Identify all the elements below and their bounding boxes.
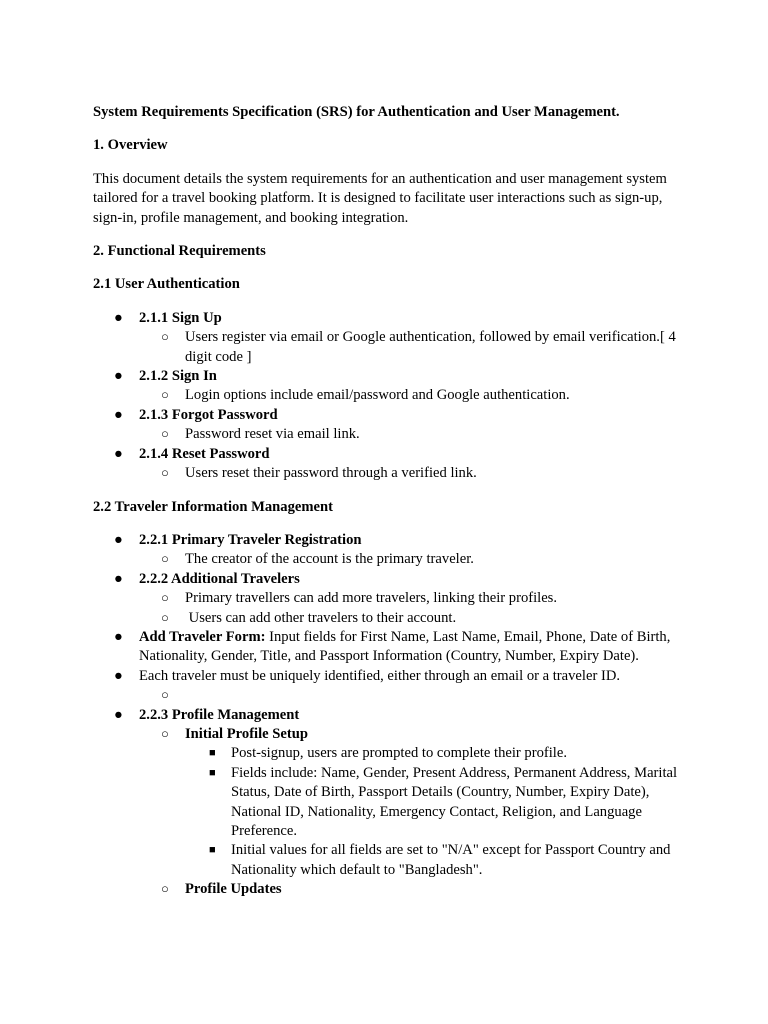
sublist (93, 425, 683, 444)
sublist (93, 725, 683, 900)
sublist (139, 744, 683, 880)
list-item (185, 744, 683, 763)
bullet-icon: ● (114, 406, 123, 423)
overview-paragraph: This document details the system requirements for an authentication and user management system tailored for a travel booking platform. It is designed to facilitate user interactions such as sign-up, sign-in, profile management, and booking integration. (93, 170, 667, 226)
reset-password-label: 2.1.4 Reset Password (139, 445, 270, 462)
forgot-password-detail: Password reset via email link. (185, 426, 360, 443)
user-authentication-heading: 2.1 User Authentication (93, 276, 240, 293)
sublist (93, 464, 683, 483)
bullet-icon: ● (114, 706, 123, 723)
sublist (93, 686, 683, 705)
sublist (93, 386, 683, 405)
list-item (139, 464, 683, 483)
bullet-icon: ● (114, 570, 123, 587)
sign-up-label: 2.1.1 Sign Up (139, 309, 222, 326)
add-traveler-form-text: Input fields for First Name, Last Name, Email, Phone, Date of Birth, Nationality, Gender, Title, and Passport Information (Country, Number, Expiry Date). (139, 628, 671, 665)
list-item (93, 667, 683, 706)
circle-bullet-icon: ○ (161, 387, 169, 403)
initial-setup-item: Fields include: Name, Gender, Present Address, Permanent Address, Marital Status, Date of Birth, Passport Details (Country, Number, Expiry Date), National ID, Nationality, Emergency Contact, Religion, and Language Preference. (231, 764, 678, 839)
traveler-list (93, 531, 683, 900)
sublist (93, 328, 683, 367)
circle-bullet-icon: ○ (161, 725, 169, 741)
initial-profile-setup-label: Initial Profile Setup (185, 725, 308, 742)
profile-updates-label: Profile Updates (185, 881, 282, 898)
square-bullet-icon: ■ (209, 844, 216, 857)
list-item (139, 725, 683, 880)
additional-travelers-detail: Primary travellers can add more travelers, linking their profiles. (185, 590, 558, 607)
bullet-icon: ● (114, 368, 123, 385)
additional-travelers-detail: Users can add other travelers to their account. (185, 609, 457, 626)
circle-bullet-icon: ○ (161, 465, 169, 481)
sign-up-detail: Users register via email or Google authentication, followed by email verification.[ 4 digit code ] (185, 329, 676, 365)
forgot-password-label: 2.1.3 Forgot Password (139, 406, 278, 423)
document-title: System Requirements Specification (SRS) for Authentication and User Management. (93, 104, 620, 120)
traveler-management-heading: 2.2 Traveler Information Management (93, 498, 333, 515)
list-item (139, 425, 683, 444)
list-item (139, 386, 683, 405)
list-item (185, 764, 683, 842)
list-item (93, 628, 683, 667)
list-item (139, 686, 683, 705)
sign-in-label: 2.1.2 Sign In (139, 368, 217, 385)
list-item (93, 445, 683, 484)
initial-setup-item: Post-signup, users are prompted to complete their profile. (231, 745, 567, 762)
list-item (93, 531, 683, 570)
square-bullet-icon: ■ (209, 747, 216, 760)
circle-bullet-icon: ○ (161, 426, 169, 442)
unique-traveler-text: Each traveler must be uniquely identified, either through an email or a traveler ID. (139, 667, 621, 684)
list-item (139, 880, 683, 899)
bullet-icon: ● (114, 667, 123, 684)
circle-bullet-icon: ○ (161, 609, 169, 625)
circle-bullet-icon: ○ (161, 551, 169, 567)
sublist (93, 550, 683, 569)
circle-bullet-icon: ○ (161, 881, 169, 897)
list-item (139, 609, 683, 628)
list-item (139, 328, 683, 367)
reset-password-detail: Users reset their password through a verified link. (185, 465, 477, 482)
document-content (93, 103, 683, 914)
list-item (139, 589, 683, 608)
list-item (139, 550, 683, 569)
initial-setup-item: Initial values for all fields are set to "N/A" except for Passport Country and Nationality which default to "Bangladesh". (231, 842, 671, 878)
list-item (93, 309, 683, 367)
list-item (185, 841, 683, 880)
list-item (93, 570, 683, 628)
circle-bullet-icon: ○ (161, 329, 169, 345)
bullet-icon: ● (114, 628, 123, 645)
functional-requirements-heading: 2. Functional Requirements (93, 243, 266, 260)
list-item (93, 706, 683, 900)
list-item (93, 406, 683, 445)
primary-traveler-detail: The creator of the account is the primary traveler. (185, 551, 474, 568)
bullet-icon: ● (114, 309, 123, 326)
additional-travelers-label: 2.2.2 Additional Travelers (139, 570, 300, 587)
list-item (93, 367, 683, 406)
sign-in-detail: Login options include email/password and Google authentication. (185, 387, 570, 404)
empty-subitem (185, 687, 189, 703)
primary-traveler-label: 2.2.1 Primary Traveler Registration (139, 531, 362, 548)
profile-management-label: 2.2.3 Profile Management (139, 706, 300, 723)
square-bullet-icon: ■ (209, 766, 216, 779)
overview-heading: 1. Overview (93, 137, 168, 154)
authentication-list (93, 309, 683, 484)
add-traveler-form-label: Add Traveler Form: (139, 628, 266, 645)
bullet-icon: ● (114, 445, 123, 462)
bullet-icon: ● (114, 531, 123, 548)
sublist (93, 589, 683, 628)
circle-bullet-icon: ○ (161, 590, 169, 606)
circle-bullet-icon: ○ (161, 687, 169, 703)
